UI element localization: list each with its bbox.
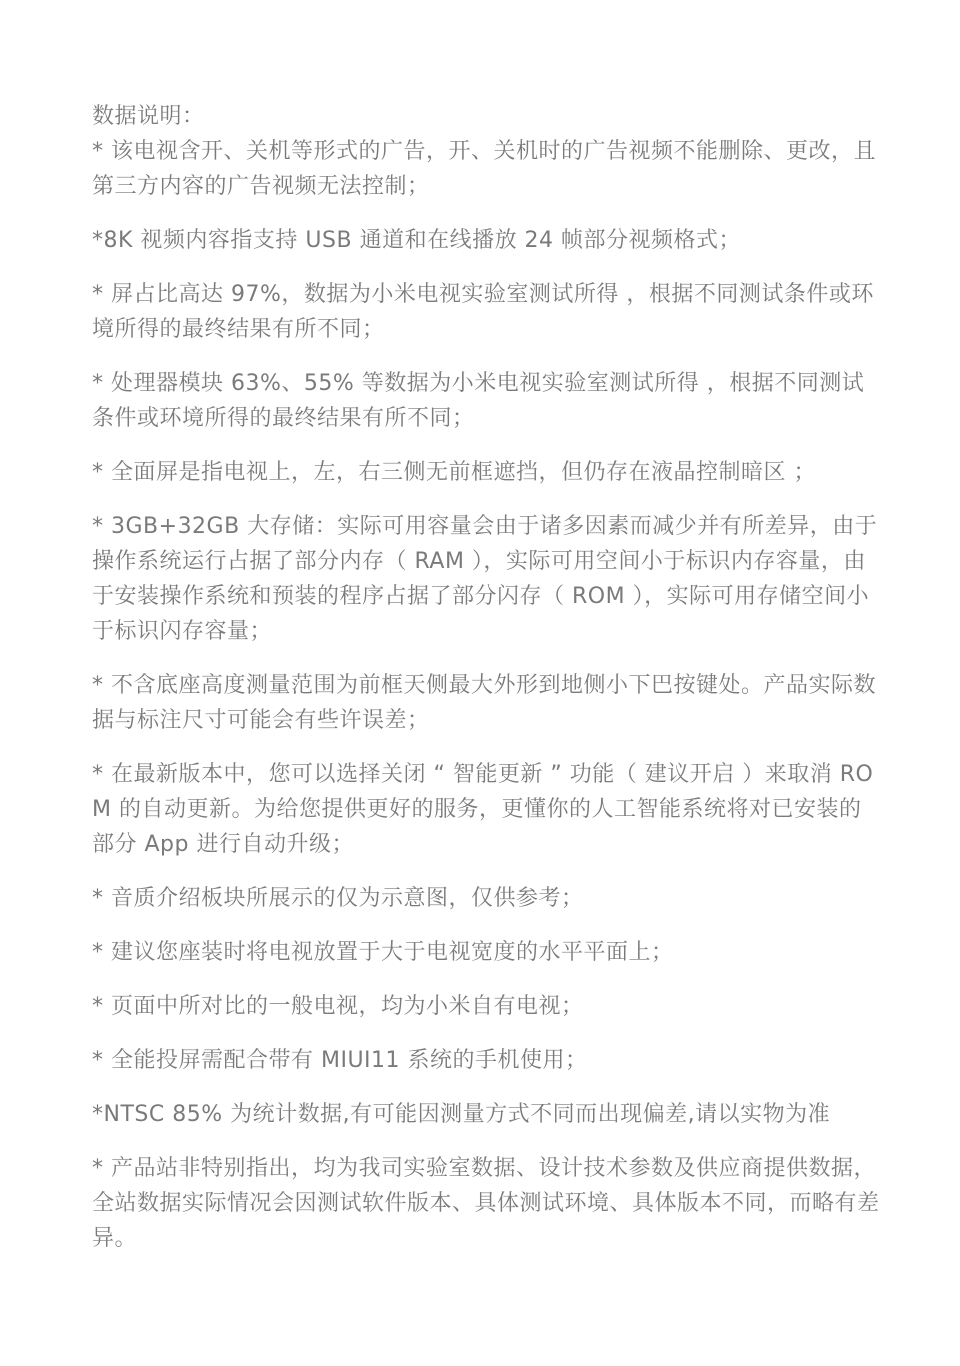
note-8k-video: *8K 视频内容指支持 USB 通道和在线播放 24 帧部分视频格式； xyxy=(92,228,742,253)
note-height-measurement: * 不含底座高度测量范围为前框天侧最大外形到地侧小下巴按键处。产品实际数据与标注尺寸可能会有些许误差； xyxy=(92,673,876,733)
note-full-screen: * 全面屏是指电视上，左，右三侧无前框遮挡，但仍存在液晶控制暗区 ； xyxy=(92,460,816,485)
note-comparison: * 页面中所对比的一般电视，均为小米自有电视； xyxy=(92,994,584,1019)
note-ntsc: *NTSC 85% 为统计数据,有可能因测量方式不同而出现偏差,请以实物为准 xyxy=(92,1102,831,1127)
note-auto-update: * 在最新版本中，您可以选择关闭 “ 智能更新 ” 功能（ 建议开启 ）来取消 ROM 的自动更新。为给您提供更好的服务，更懂你的人工智能系统将对已安装的部分 App 进行自动升级； xyxy=(92,762,874,857)
disclaimer-document xyxy=(92,100,882,1275)
note-screen-casting: * 全能投屏需配合带有 MIUI11 系统的手机使用； xyxy=(92,1048,588,1073)
note-audio: * 音质介绍板块所展示的仅为示意图，仅供参考； xyxy=(92,886,584,911)
note-screen-ratio: * 屏占比高达 97%，数据为小米电视实验室测试所得 ，根据不同测试条件或环境所得的最终结果有所不同； xyxy=(92,282,874,342)
data-notes-heading: 数据说明： xyxy=(92,104,205,129)
note-product-data: * 产品站非特别指出，均为我司实验室数据、设计技术参数及供应商提供数据，全站数据实际情况会因测试软件版本、具体测试环境、具体版本不同，而略有差异。 xyxy=(92,1156,880,1251)
note-ads: * 该电视含开、关机等形式的广告，开、关机时的广告视频不能删除、更改，且第三方内容的广告视频无法控制； xyxy=(92,139,876,199)
note-processor: * 处理器模块 63%、55% 等数据为小米电视实验室测试所得 ，根据不同测试条件或环境所得的最终结果有所不同； xyxy=(92,371,865,431)
note-installation: * 建议您座装时将电视放置于大于电视宽度的水平平面上； xyxy=(92,940,674,965)
note-storage: * 3GB+32GB 大存储：实际可用容量会由于诸多因素而减少并有所差异，由于操作系统运行占据了部分内存（ RAM ），实际可用空间小于标识内存容量，由于安装操作系统和预装的程序占据了部分闪存（ ROM ），实际可用存储空间小于标识闪存容量； xyxy=(92,514,878,644)
